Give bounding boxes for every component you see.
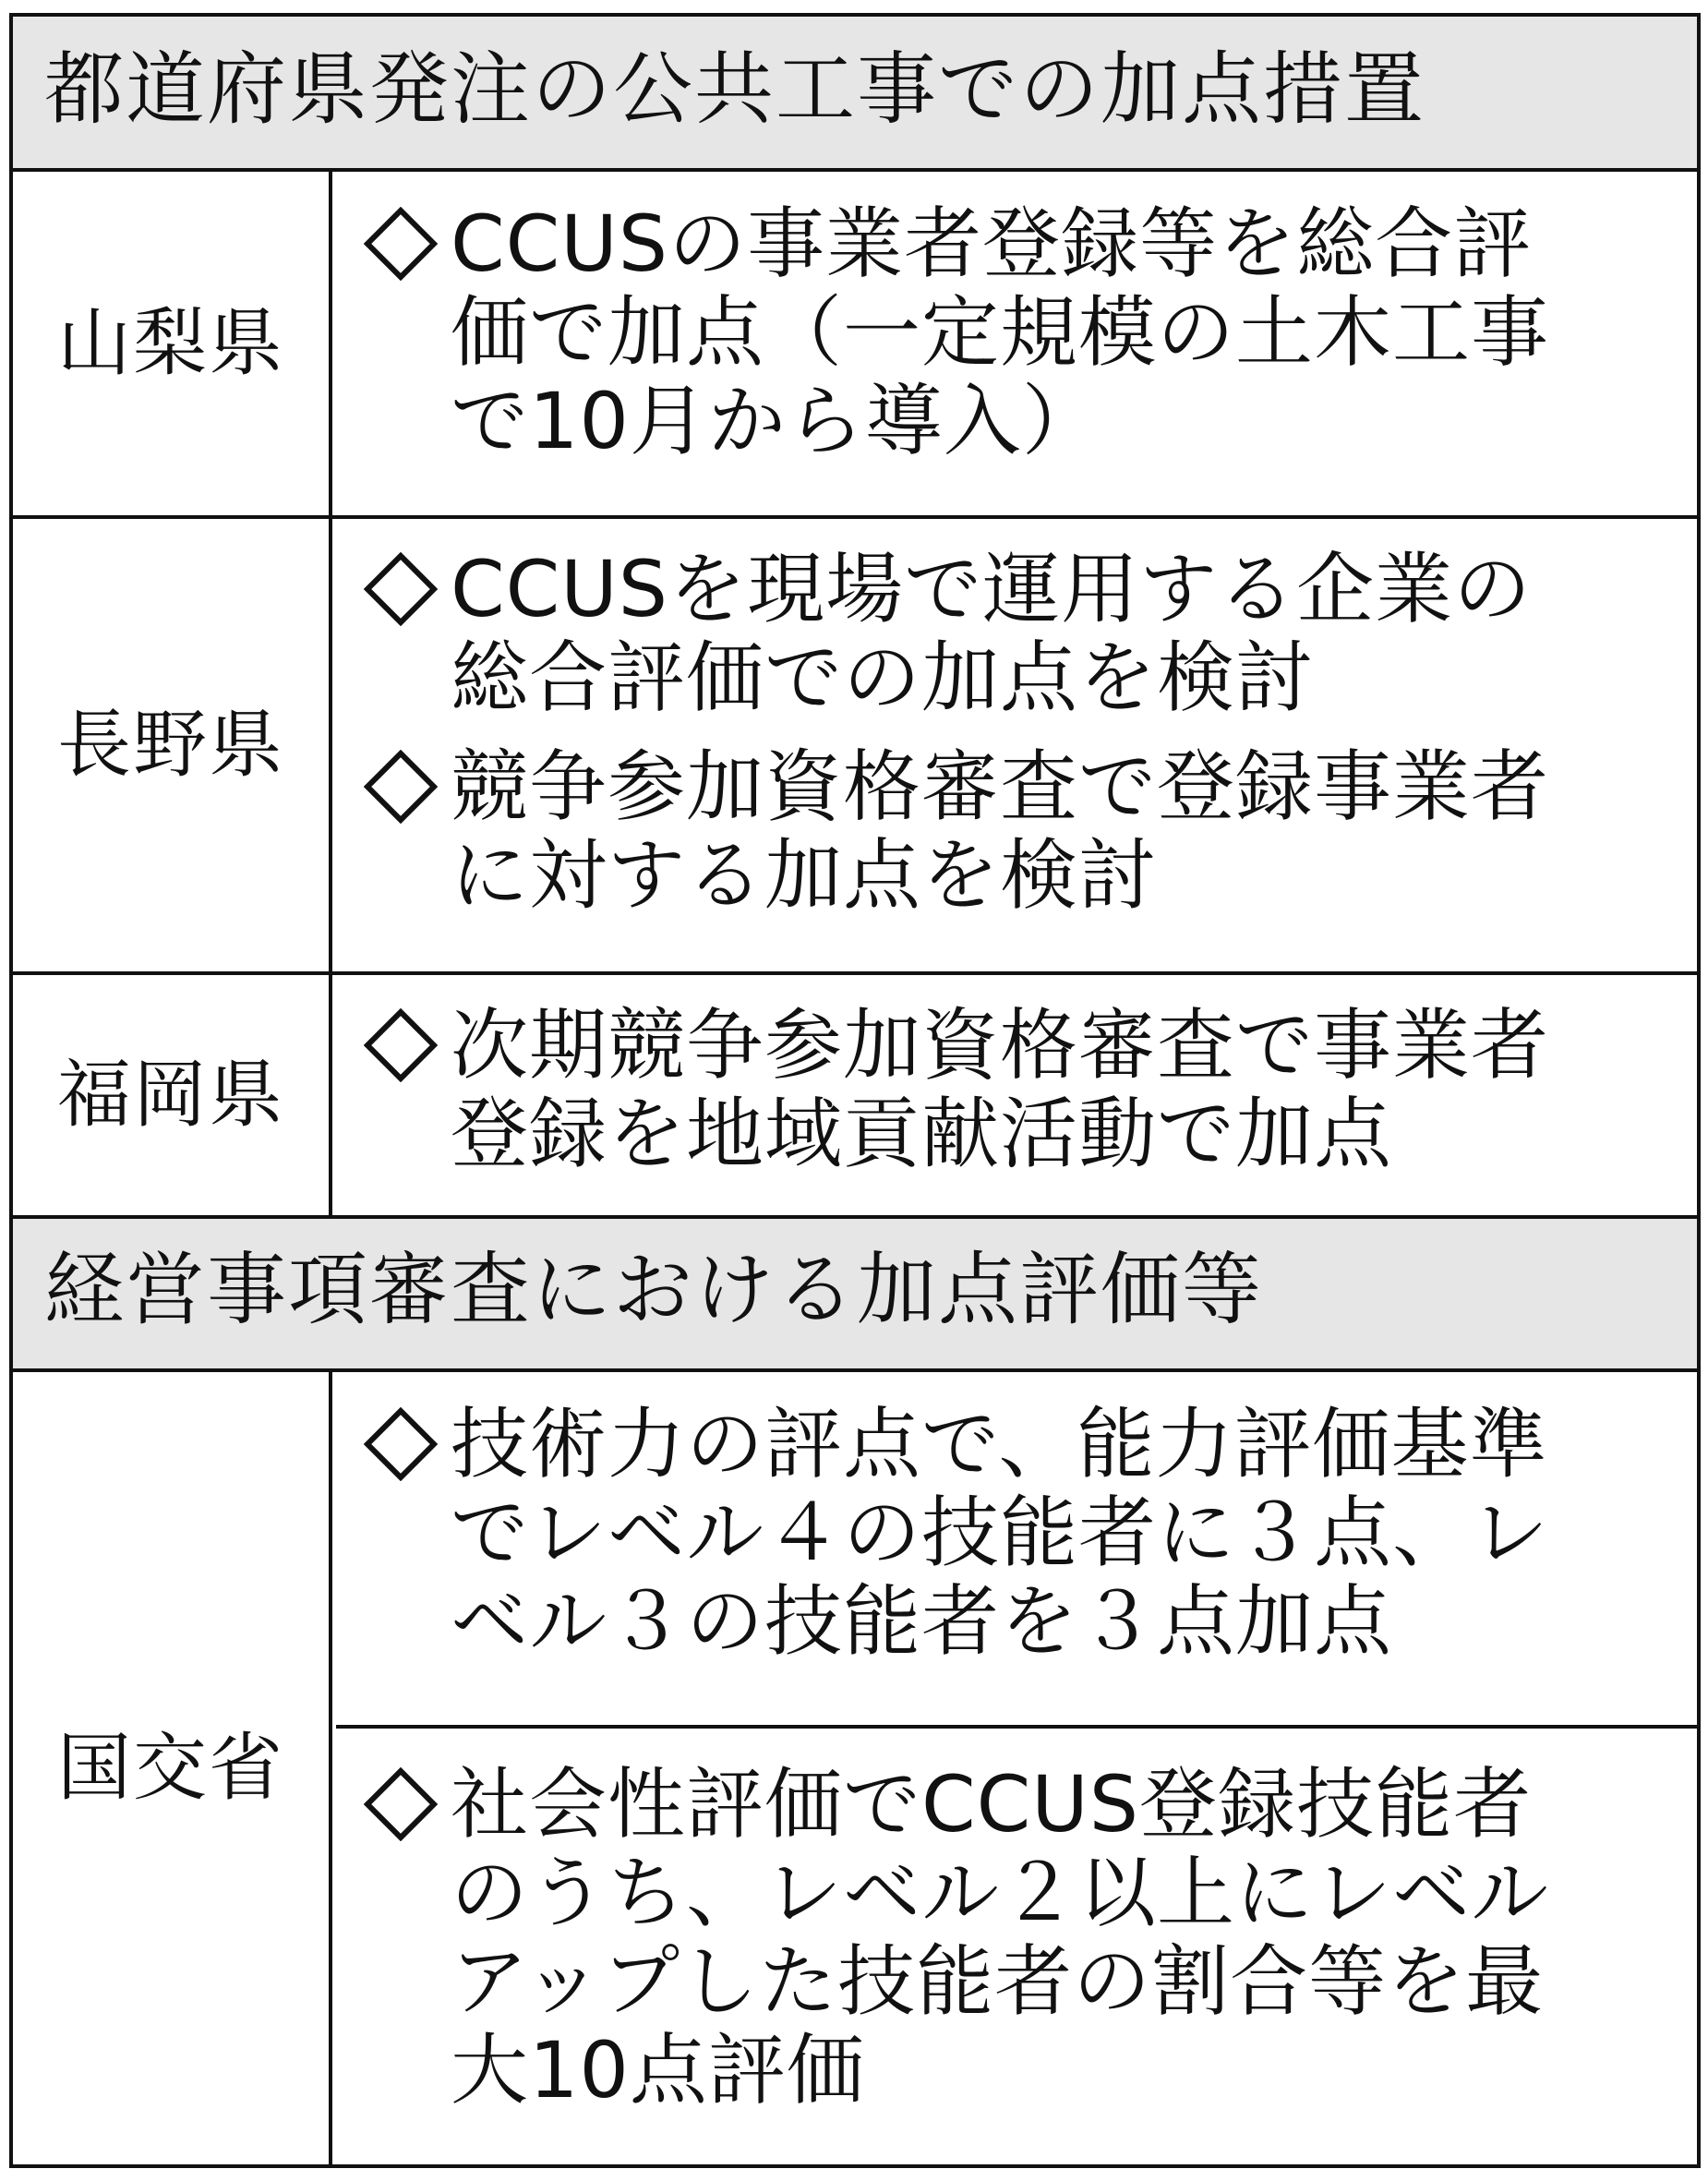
row-content [336, 1372, 1697, 2164]
table-row-fukuoka [13, 975, 1697, 1219]
item-text-line: 次期競争参加資格審査で事業者 [451, 1000, 1550, 1090]
section-header-management [13, 1219, 1697, 1372]
item-text-line: ベル３の技能者を３点加点 [451, 1576, 1393, 1667]
bullet-item [364, 1760, 1688, 2115]
section-title: 経営事項審査における加点評価等 [44, 1244, 1263, 1336]
section-title: 都道府県発注の公共工事での加点措置 [44, 43, 1425, 136]
diamond-outline-icon [364, 742, 451, 831]
item-text-line: 大10点評価 [451, 2025, 865, 2115]
diamond-outline-icon [364, 545, 451, 633]
item-text-line: で10月から導入） [451, 376, 1101, 466]
row-subdivider [336, 1725, 1697, 1729]
item-text-line: CCUSを現場で運用する企業の [451, 544, 1533, 634]
item-text-line: 登録を地域貢献活動で加点 [451, 1089, 1393, 1179]
item-text-line: でレベル４の技能者に３点、レ [451, 1488, 1550, 1578]
diamond-outline-icon [364, 1760, 451, 1849]
item-text-line: 総合評価での加点を検討 [451, 633, 1315, 723]
row-content [336, 975, 1697, 1215]
diamond-outline-icon [364, 1400, 451, 1488]
section-header-prefectures [13, 17, 1697, 172]
bullet-item [364, 1001, 1688, 1178]
bullet-item [364, 1400, 1688, 1666]
bullet-item [364, 199, 1688, 465]
item-text-line: CCUSの事業者登録等を総合評 [451, 199, 1533, 289]
row-label: 山梨県 [13, 172, 332, 515]
diamond-outline-icon [364, 1001, 451, 1090]
row-content [336, 519, 1697, 971]
table-frame [9, 13, 1701, 2168]
item-text-line: 価で加点（一定規模の土木工事 [451, 287, 1550, 378]
bullet-item [364, 742, 1688, 920]
item-text-line: 競争参加資格審査で登録事業者 [451, 741, 1550, 832]
bullet-item [364, 545, 1688, 722]
table-row-nagano [13, 519, 1697, 975]
table-row-mlit [13, 1372, 1697, 2164]
item-text-line: 社会性評価でCCUS登録技能者 [451, 1759, 1533, 1850]
item-text-line: のうち、レベル２以上にレベル [451, 1848, 1550, 1938]
item-text-line: に対する加点を検討 [451, 830, 1158, 921]
item-text-line: アップした技能者の割合等を最 [451, 1936, 1545, 2027]
row-content [336, 172, 1697, 515]
row-label: 長野県 [13, 519, 332, 971]
row-label: 福岡県 [13, 975, 332, 1215]
row-label: 国交省 [13, 1372, 332, 2164]
diamond-outline-icon [364, 199, 451, 288]
table-row-yamanashi [13, 172, 1697, 519]
item-text-line: 技術力の評点で、能力評価基準 [451, 1399, 1548, 1489]
